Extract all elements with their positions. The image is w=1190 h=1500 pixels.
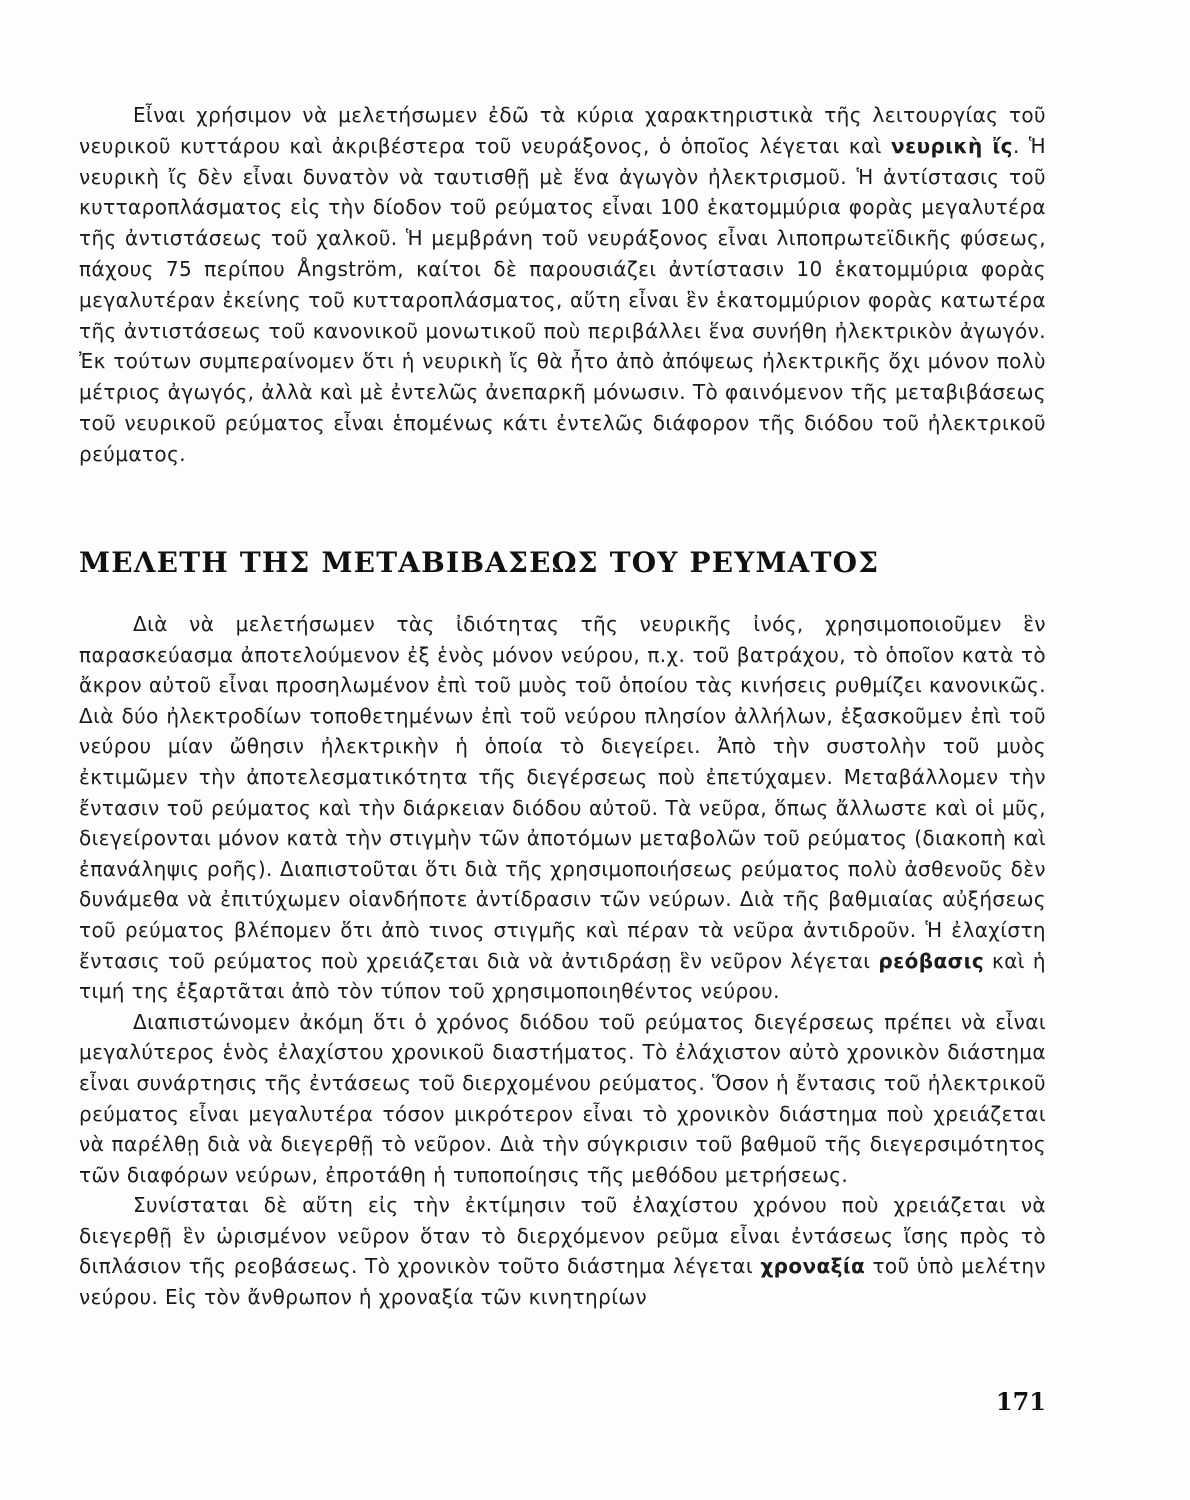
paragraph bbox=[79, 100, 1046, 470]
paragraph bbox=[79, 609, 1046, 1007]
paragraph bbox=[79, 1190, 1046, 1312]
section-heading: ΜΕΛΕΤΗ ΤΗΣ ΜΕΤΑΒΙΒΑΣΕΩΣ ΤΟΥ ΡΕΥΜΑΤΟΣ bbox=[79, 546, 880, 579]
paragraph: Διαπιστώνομεν ἀκόμη ὅτι ὁ χρόνος διόδου τοῦ ρεύματος διεγέρσεως πρέπει νὰ εἶναι μεγαλύτερος ἑνὸς ἐλαχίστου χρονικοῦ διαστήματος. Τὸ ἐλάχιστον αὐτὸ χρονικὸν διάστημα εἶναι συνάρτησις τῆς ἐντάσεως τοῦ διερχομένου ρεύματος. Ὅσον ἡ ἔντασις τοῦ ἠλεκτρικοῦ ρεύματος εἶναι μεγαλυτέρα τόσον μικρότερον εἶναι τὸ χρονικὸν διάστημα ποὺ χρειάζεται νὰ παρέλθῃ διὰ νὰ διεγερθῇ τὸ νεῦρον. Διὰ τὴν σύγκρισιν τοῦ βαθμοῦ τῆς διεγερσιμότητος τῶν διαφόρων νεύρων, ἐπροτάθη ἡ τυποποίησις τῆς μεθόδου μετρήσεως. bbox=[79, 1009, 1046, 1187]
text-run: Εἶναι χρήσιμον νὰ μελετήσωμεν ἐδῶ τὰ κύρια χαρακτηριστικὰ τῆς λειτουργίας τοῦ νευρικοῦ κυττάρου καὶ ἀκριβέστερα τοῦ νευράξονος, ὁ ὁποῖος λέγεται καὶ bbox=[79, 103, 1046, 158]
page-number: 171 bbox=[995, 1387, 1046, 1416]
text-run: καὶ ἡ τιμή της ἐξαρτᾶται ἀπὸ τὸν τύπον τοῦ χρησιμοποιηθέντος νεύρου. bbox=[79, 948, 1047, 1004]
bold-term: νευρικὴ ἴς bbox=[891, 133, 1013, 158]
bold-term: χροναξία bbox=[760, 1254, 866, 1279]
text-run: Διὰ νὰ μελετήσωμεν τὰς ἰδιότητας τῆς νευρικῆς ἰνός, χρησιμοποιοῦμεν ἓν παρασκεύασμα ἀποτελούμενον ἐξ ἑνὸς μόνον νεύρου, π.χ. τοῦ βατράχου, τὸ ὁποῖον κατὰ τὸ ἄκρον αὐτοῦ εἶναι προσηλωμένον ἐπὶ τοῦ μυὸς τοῦ ὁποίου τὰς κινήσεις ρυθμίζει κανονικῶς. Διὰ δύο ἠλεκτροδίων τοποθετημένων ἐπὶ τοῦ νεύρου πλησίον ἀλλήλων, ἐξασκοῦμεν ἐπὶ τοῦ νεύρου μίαν ὤθησιν ἠλεκτρικὴν ἡ ὁποία τὸ διεγείρει. Ἀπὸ τὴν συστολὴν τοῦ μυὸς ἐκτιμῶμεν τὴν ἀποτελεσματικότητα τῆς διεγέρσεως ποὺ ἐπετύχαμεν. Μεταβάλλομεν τὴν ἔντασιν τοῦ ρεύματος καὶ τὴν διάρκειαν διόδου αὐτοῦ. Τὰ νεῦρα, ὅπως ἄλλωστε καὶ οἱ μῦς, διεγείρονται μόνον κατὰ τὴν στιγμὴν τῶν ἀποτόμων μεταβολῶν τοῦ ρεύματος (διακοπὴ καὶ ἐπανάληψις ροῆς). Διαπιστοῦται ὅτι διὰ τῆς χρησιμοποιήσεως ρεύματος πολὺ ἀσθενοῦς δὲν δυνάμεθα νὰ ἐπιτύχωμεν οἱανδήποτε ἀντίδρασιν τῶν νεύρων. Διὰ τῆς βαθμιαίας αὐξήσεως τοῦ ρεύματος βλέπομεν ὅτι ἀπὸ τινος στιγμῆς καὶ πέραν τὰ νεῦρα ἀντιδροῦν. Ἡ ἐλαχίστη ἔντασις τοῦ ρεύματος ποὺ χρειάζεται διὰ νὰ ἀντιδράσῃ ἓν νεῦρον λέγεται bbox=[79, 612, 1046, 973]
text-run: Συνίσταται δὲ αὕτη εἰς τὴν ἐκτίμησιν τοῦ ἐλαχίστου χρόνου ποὺ χρειάζεται νὰ διεγερθῇ ἓν ὡρισμένον νεῦρον ὅταν τὸ διερχόμενον ρεῦμα εἶναι ἐντάσεως ἴσης πρὸς τὸ διπλάσιον τῆς ρεοβάσεως. Τὸ χρονικὸν τοῦτο διάστημα λέγεται bbox=[79, 1193, 1046, 1279]
text-run: . Ἡ νευρικὴ ἴς δὲν εἶναι δυνατὸν νὰ ταυτισθῇ μὲ ἕνα ἀγωγὸν ἠλεκτρισμοῦ. Ἡ ἀντίστασις τοῦ κυτταροπλάσματος εἰς τὴν δίοδον τοῦ ρεύματος εἶναι 100 ἑκατομμύρια φορὰς μεγαλυτέρα τῆς ἀντιστάσεως τοῦ χαλκοῦ. Ἡ μεμβράνη τοῦ νευράξονος εἶναι λιποπρωτεϊδικῆς φύσεως, πάχους 75 περίπου Ångström, καίτοι δὲ παρουσιάζει ἀντίστασιν 10 ἑκατομμύρια φορὰς μεγαλυτέραν ἐκείνης τοῦ κυτταροπλάσματος, αὕτη εἶναι ἓν ἑκατομμύριον φορὰς κατωτέρα τῆς ἀντιστάσεως τοῦ κανονικοῦ μονωτικοῦ ποὺ περιβάλλει ἕνα συνήθη ἠλεκτρικὸν ἀγωγόν. Ἐκ τούτων συμπεραίνομεν ὅτι ἡ νευρικὴ ἴς θὰ ἦτο ἀπὸ ἀπόψεως ἠλεκτρικῆς ὄχι μόνον πολὺ μέτριος ἀγωγός, ἀλλὰ καὶ μὲ ἐντελῶς ἀνεπαρκῆ μόνωσιν. Τὸ φαινόμενον τῆς μεταβιβάσεως τοῦ νευρικοῦ ρεύματος εἶναι ἑπομένως κάτι ἐντελῶς διάφορον τῆς διόδου τοῦ ἠλεκτρικοῦ ρεύματος. bbox=[79, 133, 1047, 466]
text-run: τοῦ ὑπὸ μελέτην νεύρου. Εἰς τὸν ἄνθρωπον ἡ χροναξία τῶν κινητηρίων bbox=[79, 1254, 1046, 1310]
study-text-block bbox=[79, 609, 1046, 1313]
bold-term: ρεόβασις bbox=[878, 948, 985, 973]
intro-text-block bbox=[79, 100, 1046, 470]
